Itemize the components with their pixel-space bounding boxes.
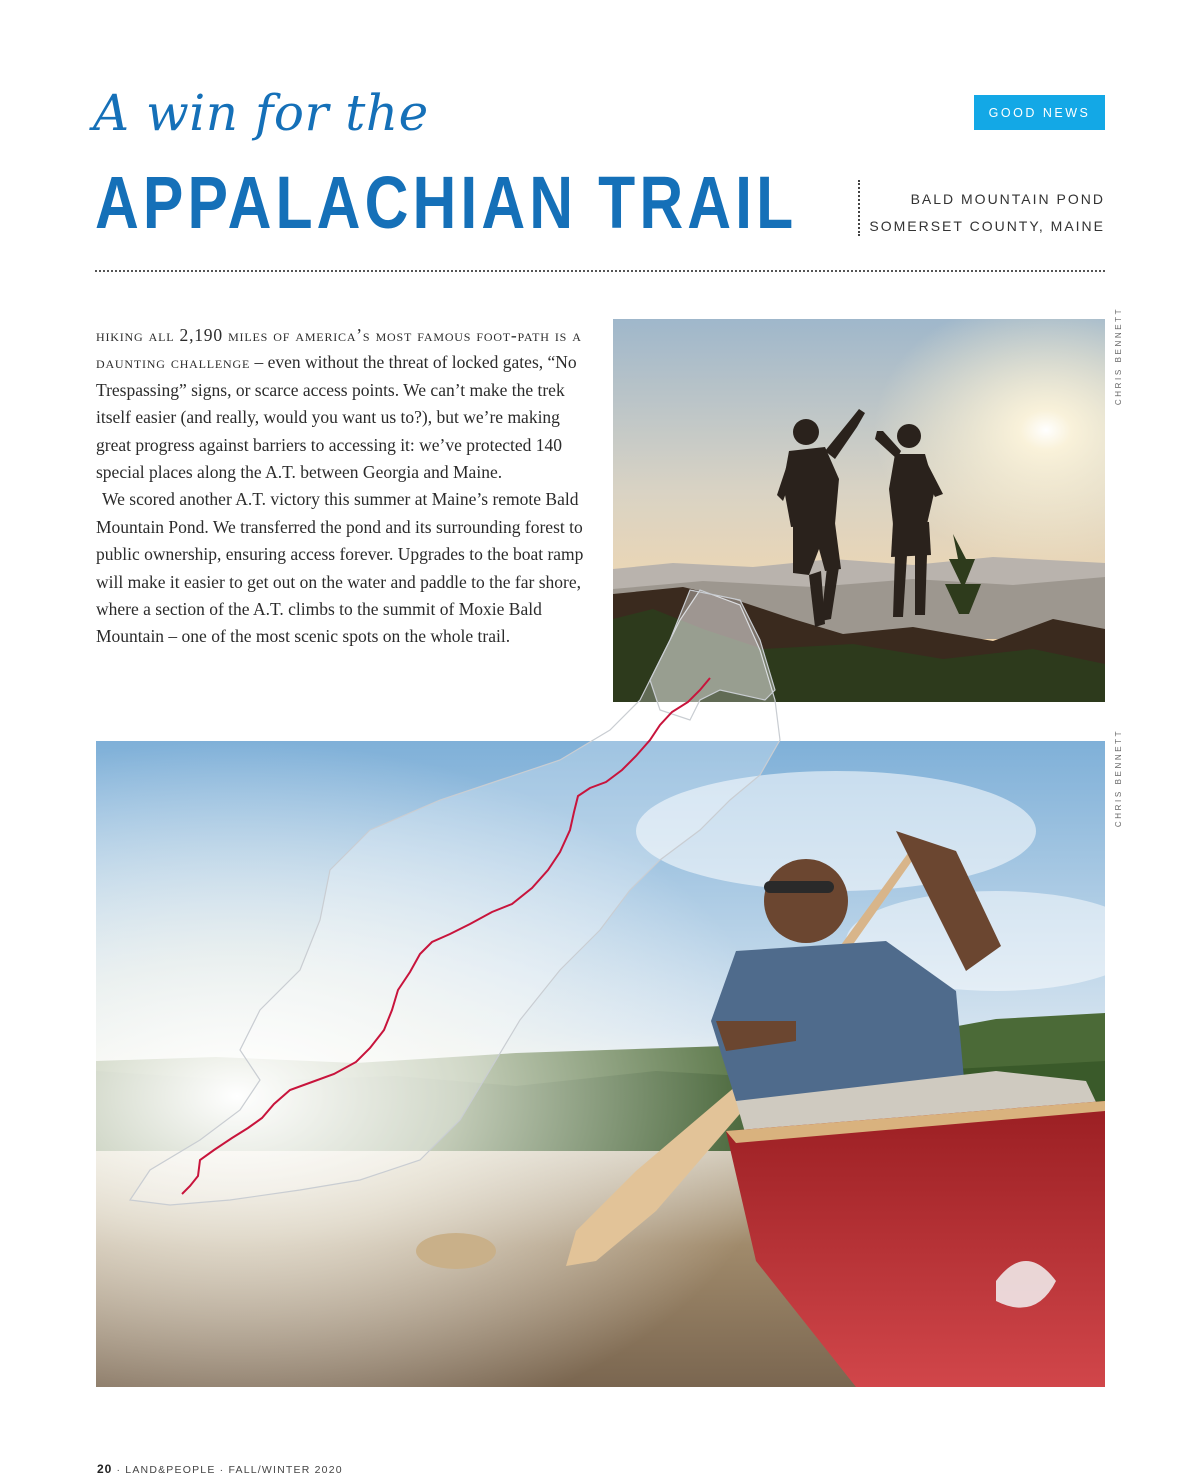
location-block [869, 186, 1105, 240]
canoe-photo-illustration [96, 741, 1105, 1387]
hikers-photo [613, 319, 1105, 702]
photo-credit-hikers: CHRIS BENNETT [1114, 306, 1123, 406]
article-paragraph-1 [96, 322, 584, 486]
paragraph-1-text: – even without the threat of locked gates, “No Trespassing” signs, or scarce access points. We can’t make the trek itself easier (and really, would you want us to?), but we’re making great progress against barriers to accessing it: we’ve protected 140 special places along the A.T. between Georgia and Maine. [96, 352, 577, 483]
photo-credit-canoe: CHRIS BENNETT [1114, 728, 1123, 828]
canoe-photo [96, 741, 1105, 1387]
location-line-1: BALD MOUNTAIN POND [910, 191, 1105, 207]
kicker-title: A win for the [93, 84, 429, 142]
hikers-photo-illustration [613, 319, 1105, 702]
section-badge: GOOD NEWS [974, 95, 1105, 130]
vertical-divider [858, 180, 860, 236]
article-paragraph-2: We scored another A.T. victory this summer at Maine’s remote Bald Mountain Pond. We transferred the pond and its surrounding forest to public ownership, ensuring access forever. Upgrades to the boat ramp will make it easier to get out on the water and paddle to the far shore, where a section of the A.T. climbs to the summit of Moxie Bald Mountain – one of the most scenic spots on the whole trail. [96, 489, 584, 647]
page-number: 20 [97, 1462, 113, 1476]
location-line-2: SOMERSET COUNTY, MAINE [869, 218, 1105, 234]
header-divider [95, 270, 1105, 272]
page-title: APPALACHIAN TRAIL [95, 161, 798, 244]
publication-info: · LAND&PEOPLE · FALL/WINTER 2020 [116, 1464, 343, 1476]
lead-in-text: hiking all 2,190 miles of america’s most famous foot-path is a daunting challenge [96, 325, 582, 373]
article-body [96, 322, 584, 651]
page-footer [97, 1462, 343, 1476]
